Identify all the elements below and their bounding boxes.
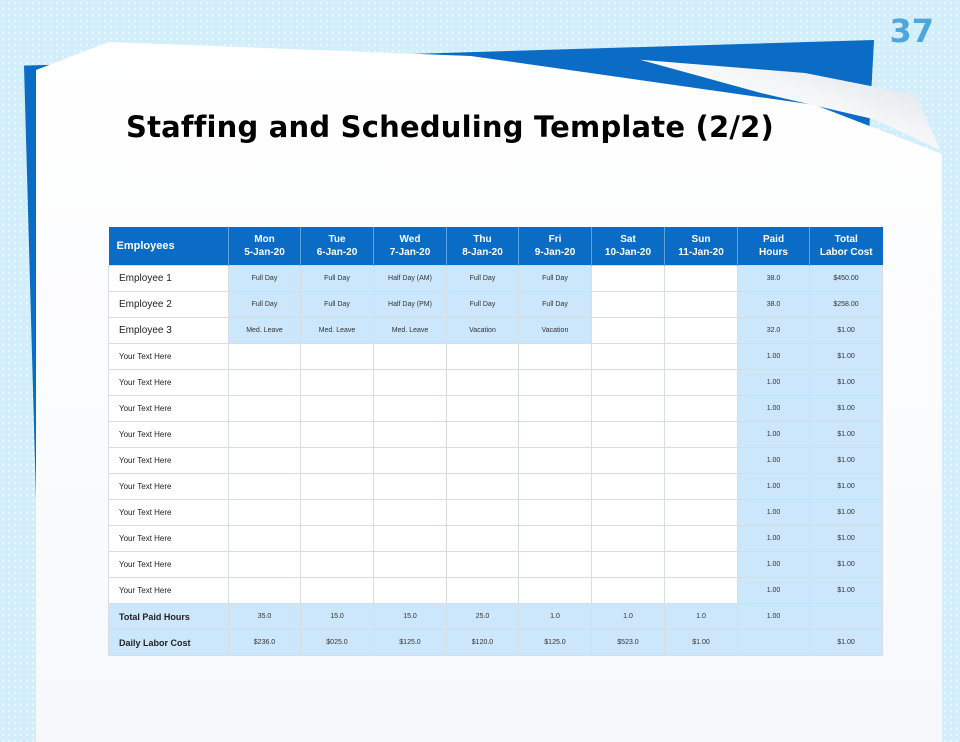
paid-hours-cell: 1.00 <box>738 552 810 578</box>
schedule-cell <box>665 422 738 448</box>
labor-cost-cell: $1.00 <box>810 526 883 552</box>
schedule-cell: Half Day (PM) <box>374 292 447 318</box>
schedule-cell: Half Day (AM) <box>374 266 447 292</box>
paid-hours-cell: 1.00 <box>738 526 810 552</box>
schedule-cell <box>301 396 374 422</box>
schedule-cell <box>447 552 519 578</box>
labor-cost-cell: $1.00 <box>810 396 883 422</box>
schedule-cell <box>592 370 665 396</box>
schedule-cell <box>665 526 738 552</box>
header-line: Total <box>834 234 858 245</box>
schedule-cell <box>665 578 738 604</box>
schedule-cell: Full Day <box>447 292 519 318</box>
placeholder-name: Your Text Here <box>109 526 229 552</box>
schedule-cell <box>301 370 374 396</box>
schedule-cell <box>665 396 738 422</box>
schedule-cell <box>229 526 301 552</box>
schedule-cell <box>301 578 374 604</box>
schedule-cell <box>592 396 665 422</box>
header-day: Sat <box>620 234 636 245</box>
table-row <box>109 344 883 370</box>
header-date: 9-Jan-20 <box>534 247 576 258</box>
table-row <box>109 266 883 292</box>
total-cell: 1.0 <box>665 604 738 630</box>
table-row <box>109 370 883 396</box>
header-paid-hours <box>738 227 810 266</box>
schedule-cell: Full Day <box>447 266 519 292</box>
schedule-cell <box>374 448 447 474</box>
schedule-cell <box>519 500 592 526</box>
header-sat <box>592 227 665 266</box>
schedule-cell <box>229 578 301 604</box>
schedule-cell <box>374 552 447 578</box>
schedule-cell <box>592 500 665 526</box>
labor-cost-cell: $1.00 <box>810 500 883 526</box>
total-cell: $1.00 <box>810 630 883 656</box>
schedule-cell <box>665 266 738 292</box>
schedule-cell <box>229 370 301 396</box>
schedule-cell <box>229 344 301 370</box>
header-day: Fri <box>548 234 562 245</box>
total-cell: $025.0 <box>301 630 374 656</box>
paid-hours-cell: 1.00 <box>738 500 810 526</box>
schedule-cell <box>447 370 519 396</box>
header-day: Tue <box>328 234 346 245</box>
placeholder-name: Your Text Here <box>109 552 229 578</box>
paid-hours-cell: 1.00 <box>738 396 810 422</box>
schedule-cell <box>229 474 301 500</box>
header-date: 5-Jan-20 <box>244 247 285 258</box>
schedule-cell <box>229 448 301 474</box>
schedule-cell: Full Day <box>301 266 374 292</box>
schedule-cell <box>374 578 447 604</box>
header-day: Sun <box>691 234 711 245</box>
schedule-cell <box>447 448 519 474</box>
labor-cost-cell: $1.00 <box>810 370 883 396</box>
total-label: Daily Labor Cost <box>109 630 229 656</box>
schedule-cell <box>592 292 665 318</box>
schedule-cell <box>301 422 374 448</box>
schedule-cell <box>229 396 301 422</box>
schedule-cell <box>447 344 519 370</box>
total-cell: $125.0 <box>374 630 447 656</box>
header-row <box>109 227 883 266</box>
schedule-cell <box>374 344 447 370</box>
table-row <box>109 396 883 422</box>
schedule-cell <box>229 552 301 578</box>
schedule-cell <box>665 292 738 318</box>
daily-labor-cost-row <box>109 630 883 656</box>
schedule-cell <box>519 422 592 448</box>
schedule-cell <box>301 474 374 500</box>
schedule-cell <box>301 344 374 370</box>
labor-cost-cell: $450.00 <box>810 266 883 292</box>
header-day: Mon <box>254 234 275 245</box>
header-mon <box>229 227 301 266</box>
table-row <box>109 552 883 578</box>
total-cell: 1.0 <box>519 604 592 630</box>
header-total-labor-cost <box>810 227 883 266</box>
header-date: 11-Jan-20 <box>678 247 724 258</box>
schedule-cell <box>519 526 592 552</box>
employee-name: Employee 2 <box>109 292 229 318</box>
schedule-cell <box>374 422 447 448</box>
total-cell: 15.0 <box>301 604 374 630</box>
labor-cost-cell: $1.00 <box>810 474 883 500</box>
header-fri <box>519 227 592 266</box>
header-line: Labor Cost <box>819 247 873 258</box>
paid-hours-cell: 1.00 <box>738 370 810 396</box>
total-cell <box>810 604 883 630</box>
table-row <box>109 578 883 604</box>
slide-number: 37 <box>889 12 934 50</box>
paid-hours-cell: 1.00 <box>738 578 810 604</box>
header-day: Wed <box>399 234 421 245</box>
header-wed <box>374 227 447 266</box>
total-label: Total Paid Hours <box>109 604 229 630</box>
total-cell: $120.0 <box>447 630 519 656</box>
total-paid-hours-row <box>109 604 883 630</box>
schedule-cell <box>519 552 592 578</box>
schedule-cell: Full Day <box>229 266 301 292</box>
schedule-cell <box>447 422 519 448</box>
slide-title: Staffing and Scheduling Template (2/2) <box>125 110 774 144</box>
placeholder-name: Your Text Here <box>109 422 229 448</box>
schedule-cell <box>665 552 738 578</box>
table-row <box>109 500 883 526</box>
schedule-cell <box>592 526 665 552</box>
table-row <box>109 318 883 344</box>
header-date: 6-Jan-20 <box>316 247 358 258</box>
employee-name: Employee 1 <box>109 266 229 292</box>
header-date: 7-Jan-20 <box>389 247 431 258</box>
employee-name: Employee 3 <box>109 318 229 344</box>
total-cell: 1.00 <box>738 604 810 630</box>
labor-cost-cell: $1.00 <box>810 344 883 370</box>
header-thu <box>447 227 519 266</box>
total-cell: 1.0 <box>592 604 665 630</box>
schedule-cell <box>447 500 519 526</box>
schedule-cell <box>519 578 592 604</box>
header-date: 10-Jan-20 <box>604 247 652 258</box>
schedule-cell <box>301 526 374 552</box>
schedule-cell <box>301 552 374 578</box>
header-day: Thu <box>473 234 492 245</box>
header-date: 8-Jan-20 <box>462 247 503 258</box>
schedule-cell: Full Day <box>519 266 592 292</box>
schedule-cell <box>301 448 374 474</box>
schedule-cell: Med. Leave <box>374 318 447 344</box>
schedule-cell <box>592 266 665 292</box>
placeholder-name: Your Text Here <box>109 396 229 422</box>
schedule-cell: Vacation <box>447 318 519 344</box>
header-line: Paid <box>762 234 785 245</box>
total-cell: $125.0 <box>519 630 592 656</box>
schedule-cell <box>665 448 738 474</box>
table-row <box>109 474 883 500</box>
schedule-cell <box>519 370 592 396</box>
schedule-cell <box>447 526 519 552</box>
schedule-cell <box>592 318 665 344</box>
table-row <box>109 448 883 474</box>
schedule-cell <box>229 500 301 526</box>
labor-cost-cell: $1.00 <box>810 578 883 604</box>
total-cell: $1.00 <box>665 630 738 656</box>
schedule-cell: Vacation <box>519 318 592 344</box>
table-row <box>109 292 883 318</box>
header-line: Hours <box>759 247 788 258</box>
schedule-cell <box>229 422 301 448</box>
placeholder-name: Your Text Here <box>109 370 229 396</box>
paid-hours-cell: 32.0 <box>738 318 810 344</box>
labor-cost-cell: $1.00 <box>810 448 883 474</box>
schedule-cell <box>665 500 738 526</box>
total-cell: 15.0 <box>374 604 447 630</box>
total-cell: $236.0 <box>229 630 301 656</box>
schedule-cell <box>374 526 447 552</box>
schedule-table <box>108 227 883 656</box>
schedule-cell <box>301 500 374 526</box>
schedule-cell <box>519 396 592 422</box>
schedule-cell <box>519 448 592 474</box>
schedule-cell <box>374 396 447 422</box>
schedule-cell: Med. Leave <box>229 318 301 344</box>
paid-hours-cell: 38.0 <box>738 266 810 292</box>
schedule-cell <box>374 500 447 526</box>
schedule-cell <box>592 344 665 370</box>
schedule-cell: Full Day <box>229 292 301 318</box>
labor-cost-cell: $1.00 <box>810 422 883 448</box>
paid-hours-cell: 1.00 <box>738 344 810 370</box>
schedule-cell: Full Day <box>519 292 592 318</box>
schedule-cell <box>447 474 519 500</box>
placeholder-name: Your Text Here <box>109 344 229 370</box>
schedule-cell <box>665 318 738 344</box>
paid-hours-cell: 38.0 <box>738 292 810 318</box>
schedule-cell: Full Day <box>301 292 374 318</box>
schedule-cell <box>592 422 665 448</box>
schedule-cell <box>519 344 592 370</box>
schedule-cell <box>592 474 665 500</box>
schedule-cell <box>374 370 447 396</box>
schedule-cell <box>592 578 665 604</box>
schedule-cell <box>374 474 447 500</box>
employees-header: Employees <box>109 227 229 266</box>
paid-hours-cell: 1.00 <box>738 448 810 474</box>
table-row <box>109 526 883 552</box>
placeholder-name: Your Text Here <box>109 448 229 474</box>
header-tue <box>301 227 374 266</box>
schedule-cell <box>447 396 519 422</box>
placeholder-name: Your Text Here <box>109 500 229 526</box>
schedule-cell <box>665 474 738 500</box>
schedule-cell <box>665 370 738 396</box>
placeholder-name: Your Text Here <box>109 578 229 604</box>
schedule-cell <box>447 578 519 604</box>
paid-hours-cell: 1.00 <box>738 474 810 500</box>
total-cell: 25.0 <box>447 604 519 630</box>
schedule-cell: Med. Leave <box>301 318 374 344</box>
schedule-cell <box>592 448 665 474</box>
schedule-cell <box>519 474 592 500</box>
total-cell: 35.0 <box>229 604 301 630</box>
header-sun <box>665 227 738 266</box>
labor-cost-cell: $258.00 <box>810 292 883 318</box>
placeholder-name: Your Text Here <box>109 474 229 500</box>
total-cell <box>738 630 810 656</box>
table-row <box>109 422 883 448</box>
paid-hours-cell: 1.00 <box>738 422 810 448</box>
schedule-cell <box>592 552 665 578</box>
schedule-cell <box>665 344 738 370</box>
labor-cost-cell: $1.00 <box>810 552 883 578</box>
total-cell: $523.0 <box>592 630 665 656</box>
labor-cost-cell: $1.00 <box>810 318 883 344</box>
